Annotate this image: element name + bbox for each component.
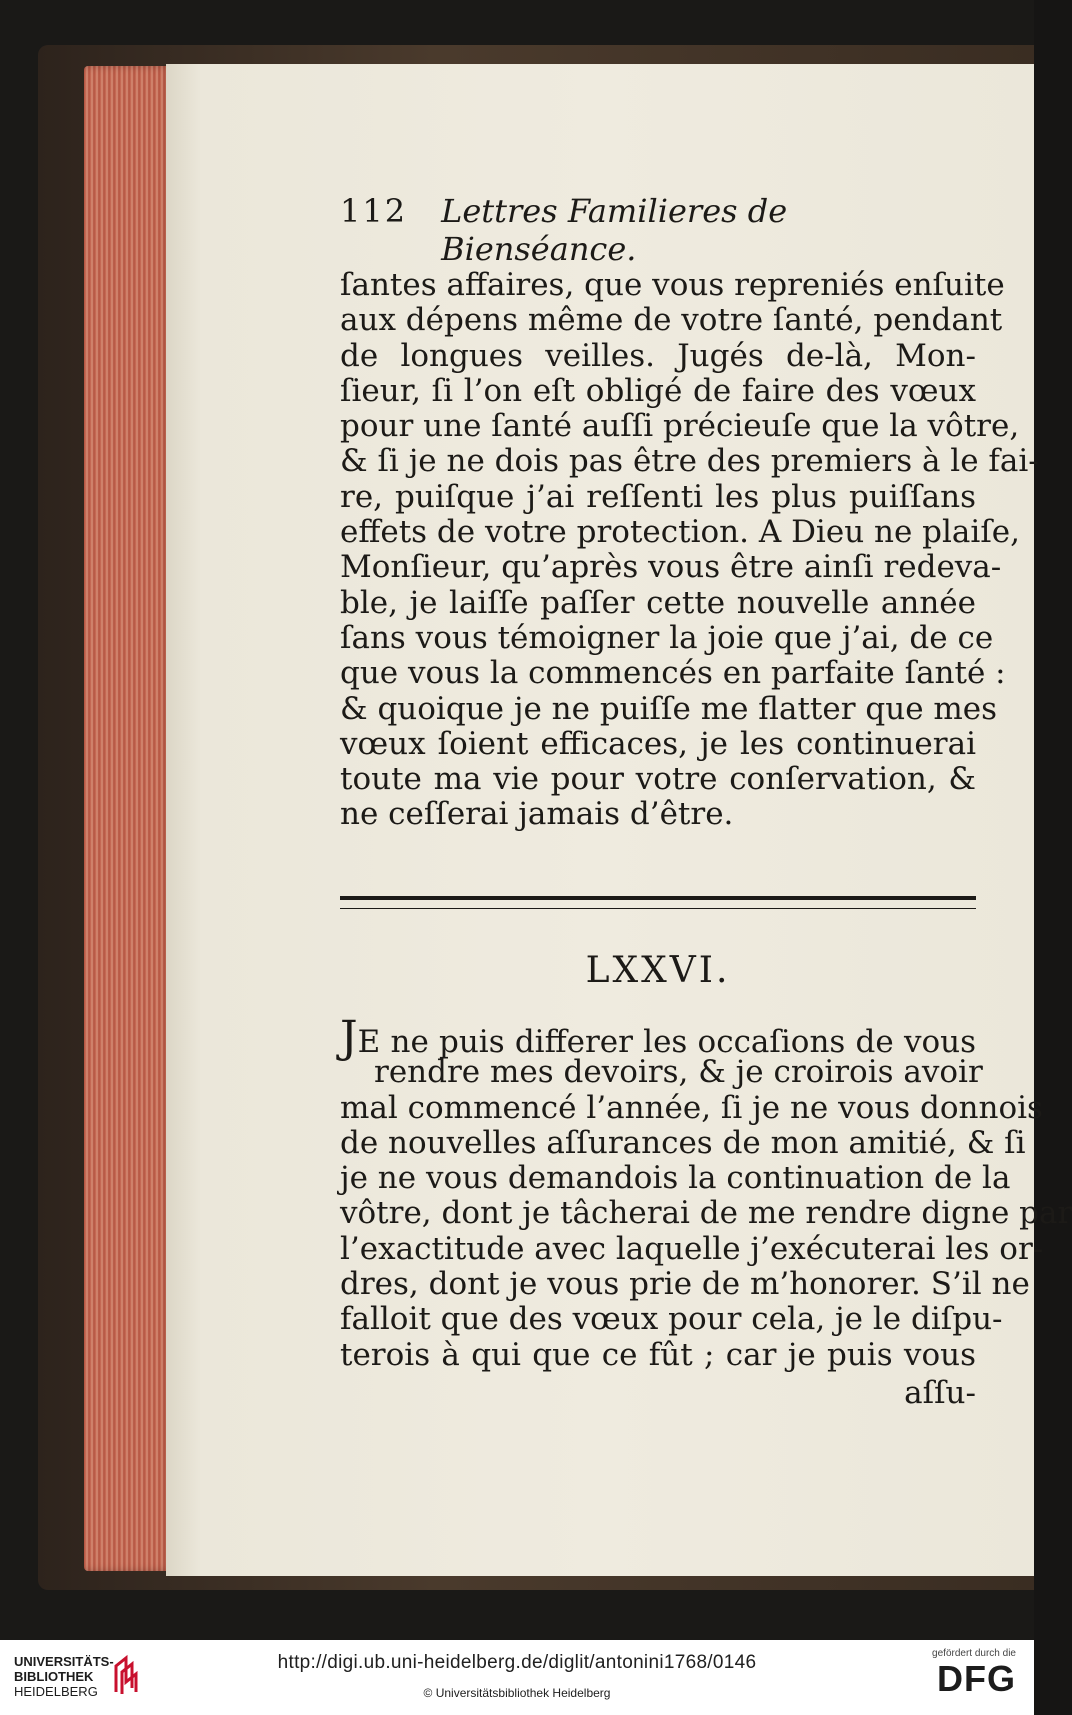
text-line: rendre mes devoirs, & je croirois avoir	[374, 1054, 983, 1091]
text-line: aux dépens même de votre ſanté, pendant	[340, 302, 1003, 339]
catchword: aſſu-	[904, 1375, 976, 1411]
text-line: toute ma vie pour votre conſervation, &	[340, 761, 976, 798]
text-line: mal commencé l’année, ſi je ne vous donnois	[340, 1089, 1043, 1126]
text-line: vœux ſoient efficaces, je les continuerai	[340, 725, 976, 762]
text-line: falloit que des vœux pour cela, je le diſpu-	[340, 1301, 1003, 1338]
viewer-footer	[0, 1640, 1034, 1715]
text-line: dres, dont je vous prie de m’honorer. S’il ne	[340, 1266, 1030, 1303]
text-line: Monſieur, qu’après vous être ainſi redeva-	[340, 549, 1002, 586]
library-name-line1: UNIVERSITÄTS-	[14, 1654, 114, 1669]
text-line: ſans vous témoigner la joie que j’ai, de ce	[340, 619, 994, 656]
text-line: je ne vous demandois la continuation de la	[340, 1160, 1011, 1197]
page-number: 112	[340, 192, 408, 230]
text-line: ble, je laiſſe paſſer cette nouvelle année	[340, 584, 976, 621]
running-head-title: Lettres Familieres de Bienséance.	[441, 192, 788, 268]
text-line: l’exactitude avec laquelle j’exécuterai les or-	[340, 1230, 1044, 1267]
text-line: que vous la commencés en parfaite ſanté :	[340, 655, 1006, 692]
copyright-notice: © Universitätsbibliothek Heidelberg	[423, 1686, 611, 1700]
permalink-url[interactable]: http://digi.ub.uni-heidelberg.de/diglit/antonini1768/0146	[277, 1652, 757, 1673]
text-line: pour une ſanté auſſi précieuſe que la vôtre,	[340, 408, 1020, 445]
text-line: ſieur, ſi l’on eſt obligé de faire des vœux	[340, 372, 976, 409]
page-edges	[84, 66, 174, 1571]
text-line: E ne puis differer les occaſions de vous	[357, 1024, 976, 1060]
text-line: de nouvelles aſſurances de mon amitié, & ſi	[340, 1124, 1026, 1161]
sponsor-name: DFG	[937, 1658, 1016, 1699]
text-line: re, puiſque j’ai reſſenti les plus puiſſans	[340, 478, 976, 515]
text-line: de longues veilles. Jugés de-là, Mon-	[340, 337, 976, 374]
dropcap: J	[340, 1012, 358, 1063]
text-line-with-dropcap	[340, 1012, 976, 1063]
paragraph-2	[340, 1012, 1072, 1373]
text-line: vôtre, dont je tâcherai de me rendre digne par	[340, 1195, 1072, 1232]
letter-heading: LXXVI.	[585, 950, 731, 991]
text-line: & ſi je ne dois pas être des premiers à le fai-	[340, 443, 1039, 480]
section-rule	[340, 896, 976, 909]
text-line: terois à qui que ce fût ; car je puis vous	[340, 1336, 976, 1373]
text-line: effets de votre protection. A Dieu ne plaiſe,	[340, 514, 1021, 551]
sponsor-note: gefördert durch die	[932, 1648, 1016, 1659]
library-name-line3: HEIDELBERG	[14, 1684, 98, 1699]
paragraph-1	[340, 267, 1039, 833]
library-name-line2: BIBLIOTHEK	[14, 1669, 94, 1684]
text-line: ſantes affaires, que vous repreniés enſuite	[340, 267, 1005, 303]
text-line: ne ceſſerai jamais d’être.	[340, 796, 734, 833]
running-head	[340, 192, 980, 268]
sponsor-logo[interactable]	[906, 1648, 1016, 1699]
text-line: & quoique je ne puiſſe me flatter que mes	[340, 690, 998, 727]
